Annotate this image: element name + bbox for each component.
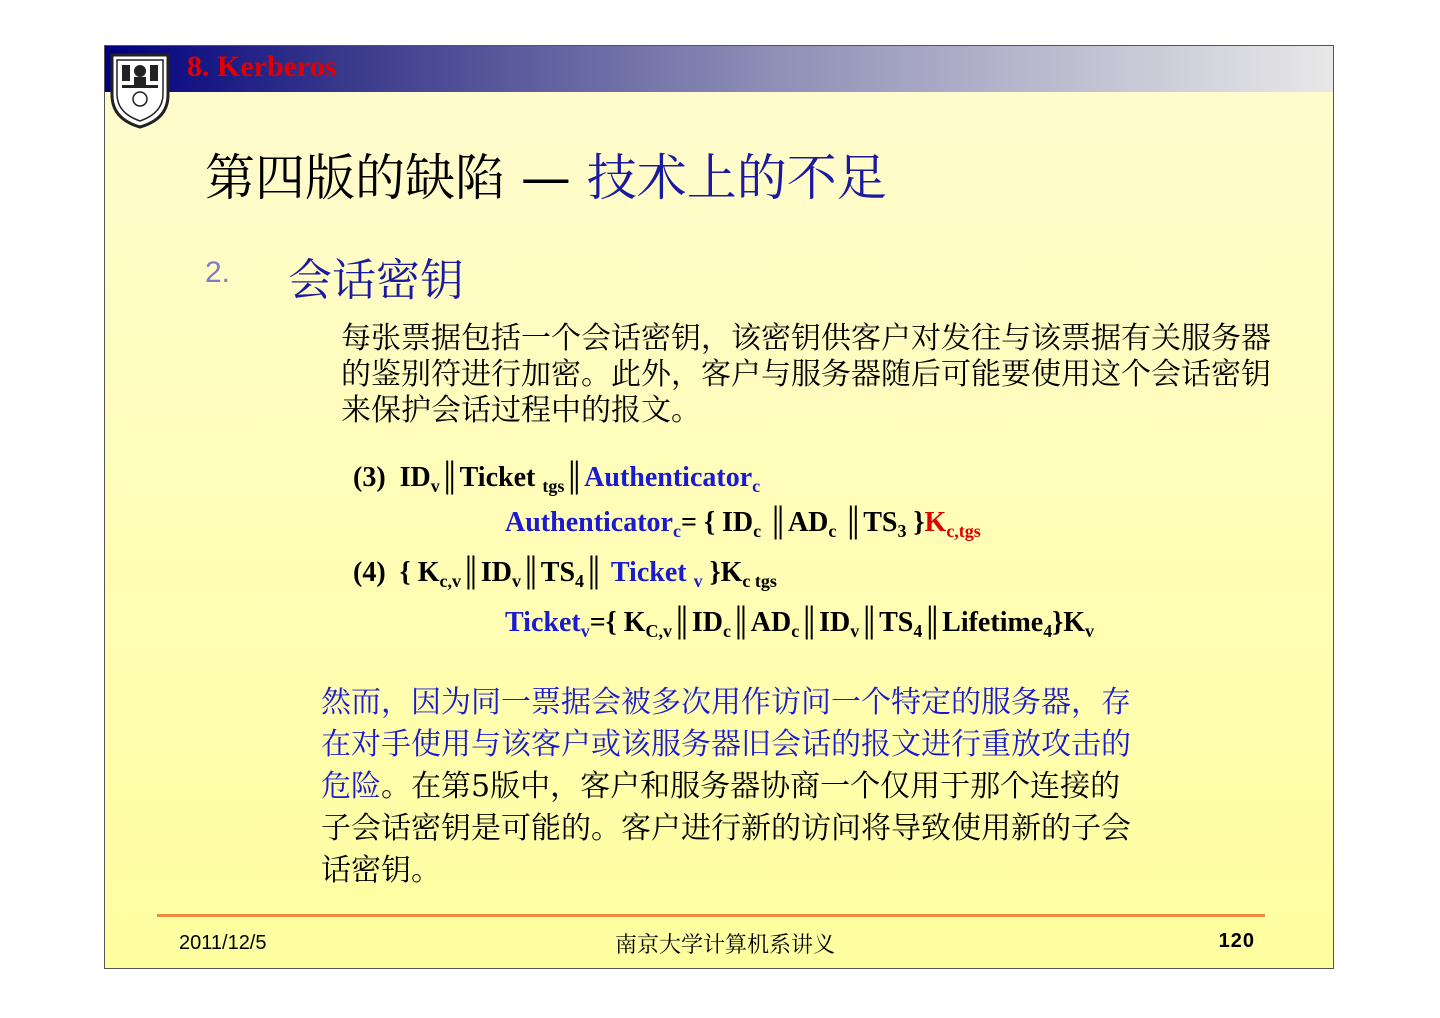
formula-term: Authenticator	[505, 507, 673, 538]
separator: ║	[799, 607, 820, 638]
formula-sub: c,v	[439, 571, 461, 591]
formula-sub: v	[1085, 621, 1095, 641]
formula-sub: 4	[575, 571, 585, 591]
formula-term: ID	[480, 557, 512, 588]
formula-sub: v	[511, 571, 521, 591]
formula-term: K	[924, 507, 947, 538]
separator: ║	[768, 507, 788, 538]
bullet-number: 2.	[205, 256, 231, 289]
formula-sub: 3	[897, 521, 907, 541]
formula-sub: c	[753, 521, 762, 541]
separator: ║	[439, 462, 460, 493]
formula-term: AD	[750, 607, 792, 638]
heading-highlight: 技术上的不足	[586, 149, 887, 207]
formula-term: ={ K	[589, 607, 646, 638]
formula-term: Ticket	[505, 607, 581, 638]
formula-4	[353, 557, 777, 592]
slide	[104, 45, 1334, 969]
formula-term: { K	[399, 557, 440, 588]
formula-sub: 4	[1043, 621, 1053, 641]
formula-term: TS	[540, 557, 576, 588]
para2-line: 子会话密钥是可能的。客户进行新的访问将导致使用新的子会	[321, 811, 1131, 846]
bullet-text: 会话密钥	[288, 255, 464, 306]
formula-sub: c,tgs	[946, 521, 981, 541]
formula-sub: tgs	[542, 476, 565, 496]
formula-sub: v	[693, 571, 703, 591]
formula-term: = { ID	[680, 507, 754, 538]
formula-term: }K	[702, 557, 743, 588]
para2-fragment: 。在第5版中，客户和服务器协商一个仅用于那个连接的	[381, 769, 1121, 804]
para2-fragment: 危险	[321, 769, 381, 804]
para2-line: 话密钥。	[321, 853, 441, 888]
footer-date: 2011/12/5	[179, 932, 267, 954]
section-title: 8. Kerberos	[187, 50, 337, 83]
separator: ║	[922, 607, 943, 638]
formula-sub: c	[752, 476, 761, 496]
formula-term: ID	[399, 462, 431, 493]
separator: ║	[730, 607, 751, 638]
formula-sub: v	[580, 621, 590, 641]
formula-term: Authenticator	[584, 462, 753, 493]
page-number: 120	[1218, 930, 1255, 952]
formula-sub: C,v	[645, 621, 672, 641]
separator: ║	[859, 607, 880, 638]
formula-sub: c tgs	[742, 571, 777, 591]
formula-term: ID	[819, 607, 851, 638]
formula-sub: v	[850, 621, 860, 641]
paragraph-replay-risk	[321, 682, 1251, 892]
separator: ║	[520, 557, 541, 588]
formula-term: TS	[879, 607, 914, 638]
formula-sub: c	[722, 621, 731, 641]
formula-term: AD	[787, 507, 829, 538]
formula-3	[353, 462, 760, 497]
formula-term: Ticket	[459, 462, 536, 493]
heading-main: 第四版的缺陷 —	[205, 149, 587, 207]
paragraph-session-key: 每张票据包括一个会话密钥，该密钥供客户对发往与该票据有关服务器的鉴别符进行加密。此外，客户与服务器随后可能要使用这个会话密钥来保护会话过程中的报文。	[341, 321, 1271, 428]
formula-label: (3)	[353, 462, 386, 493]
formula-term: Lifetime	[942, 607, 1044, 638]
para2-line: 在对手使用与该客户或该服务器旧会话的报文进行重放攻击的	[321, 727, 1131, 762]
separator: ║	[671, 607, 692, 638]
formula-term: Ticket	[610, 557, 687, 588]
formula-label: (4)	[353, 557, 386, 588]
para2-line	[321, 766, 1251, 808]
footer-divider	[157, 914, 1265, 917]
separator: ║	[843, 507, 864, 538]
footer-course-title: 南京大学计算机系讲义	[614, 933, 835, 958]
formula-term: TS	[863, 507, 898, 538]
separator: ║	[564, 462, 585, 493]
para2-line: 然而，因为同一票据会被多次用作访问一个特定的服务器，存	[321, 685, 1131, 720]
formula-term: }K	[1052, 607, 1086, 638]
formula-sub: v	[430, 476, 440, 496]
separator: ║	[460, 557, 481, 588]
formula-term: }	[906, 507, 925, 538]
formula-sub: c	[791, 621, 800, 641]
formula-sub: c	[828, 521, 837, 541]
slide-heading	[205, 138, 887, 210]
formula-authenticator	[505, 507, 981, 542]
formula-term: ID	[691, 607, 723, 638]
university-seal-icon	[108, 51, 172, 129]
separator: ║	[584, 557, 604, 588]
formula-sub: c	[672, 521, 681, 541]
formula-ticket	[505, 607, 1094, 642]
formula-sub: 4	[913, 621, 923, 641]
title-bar	[105, 46, 1333, 92]
